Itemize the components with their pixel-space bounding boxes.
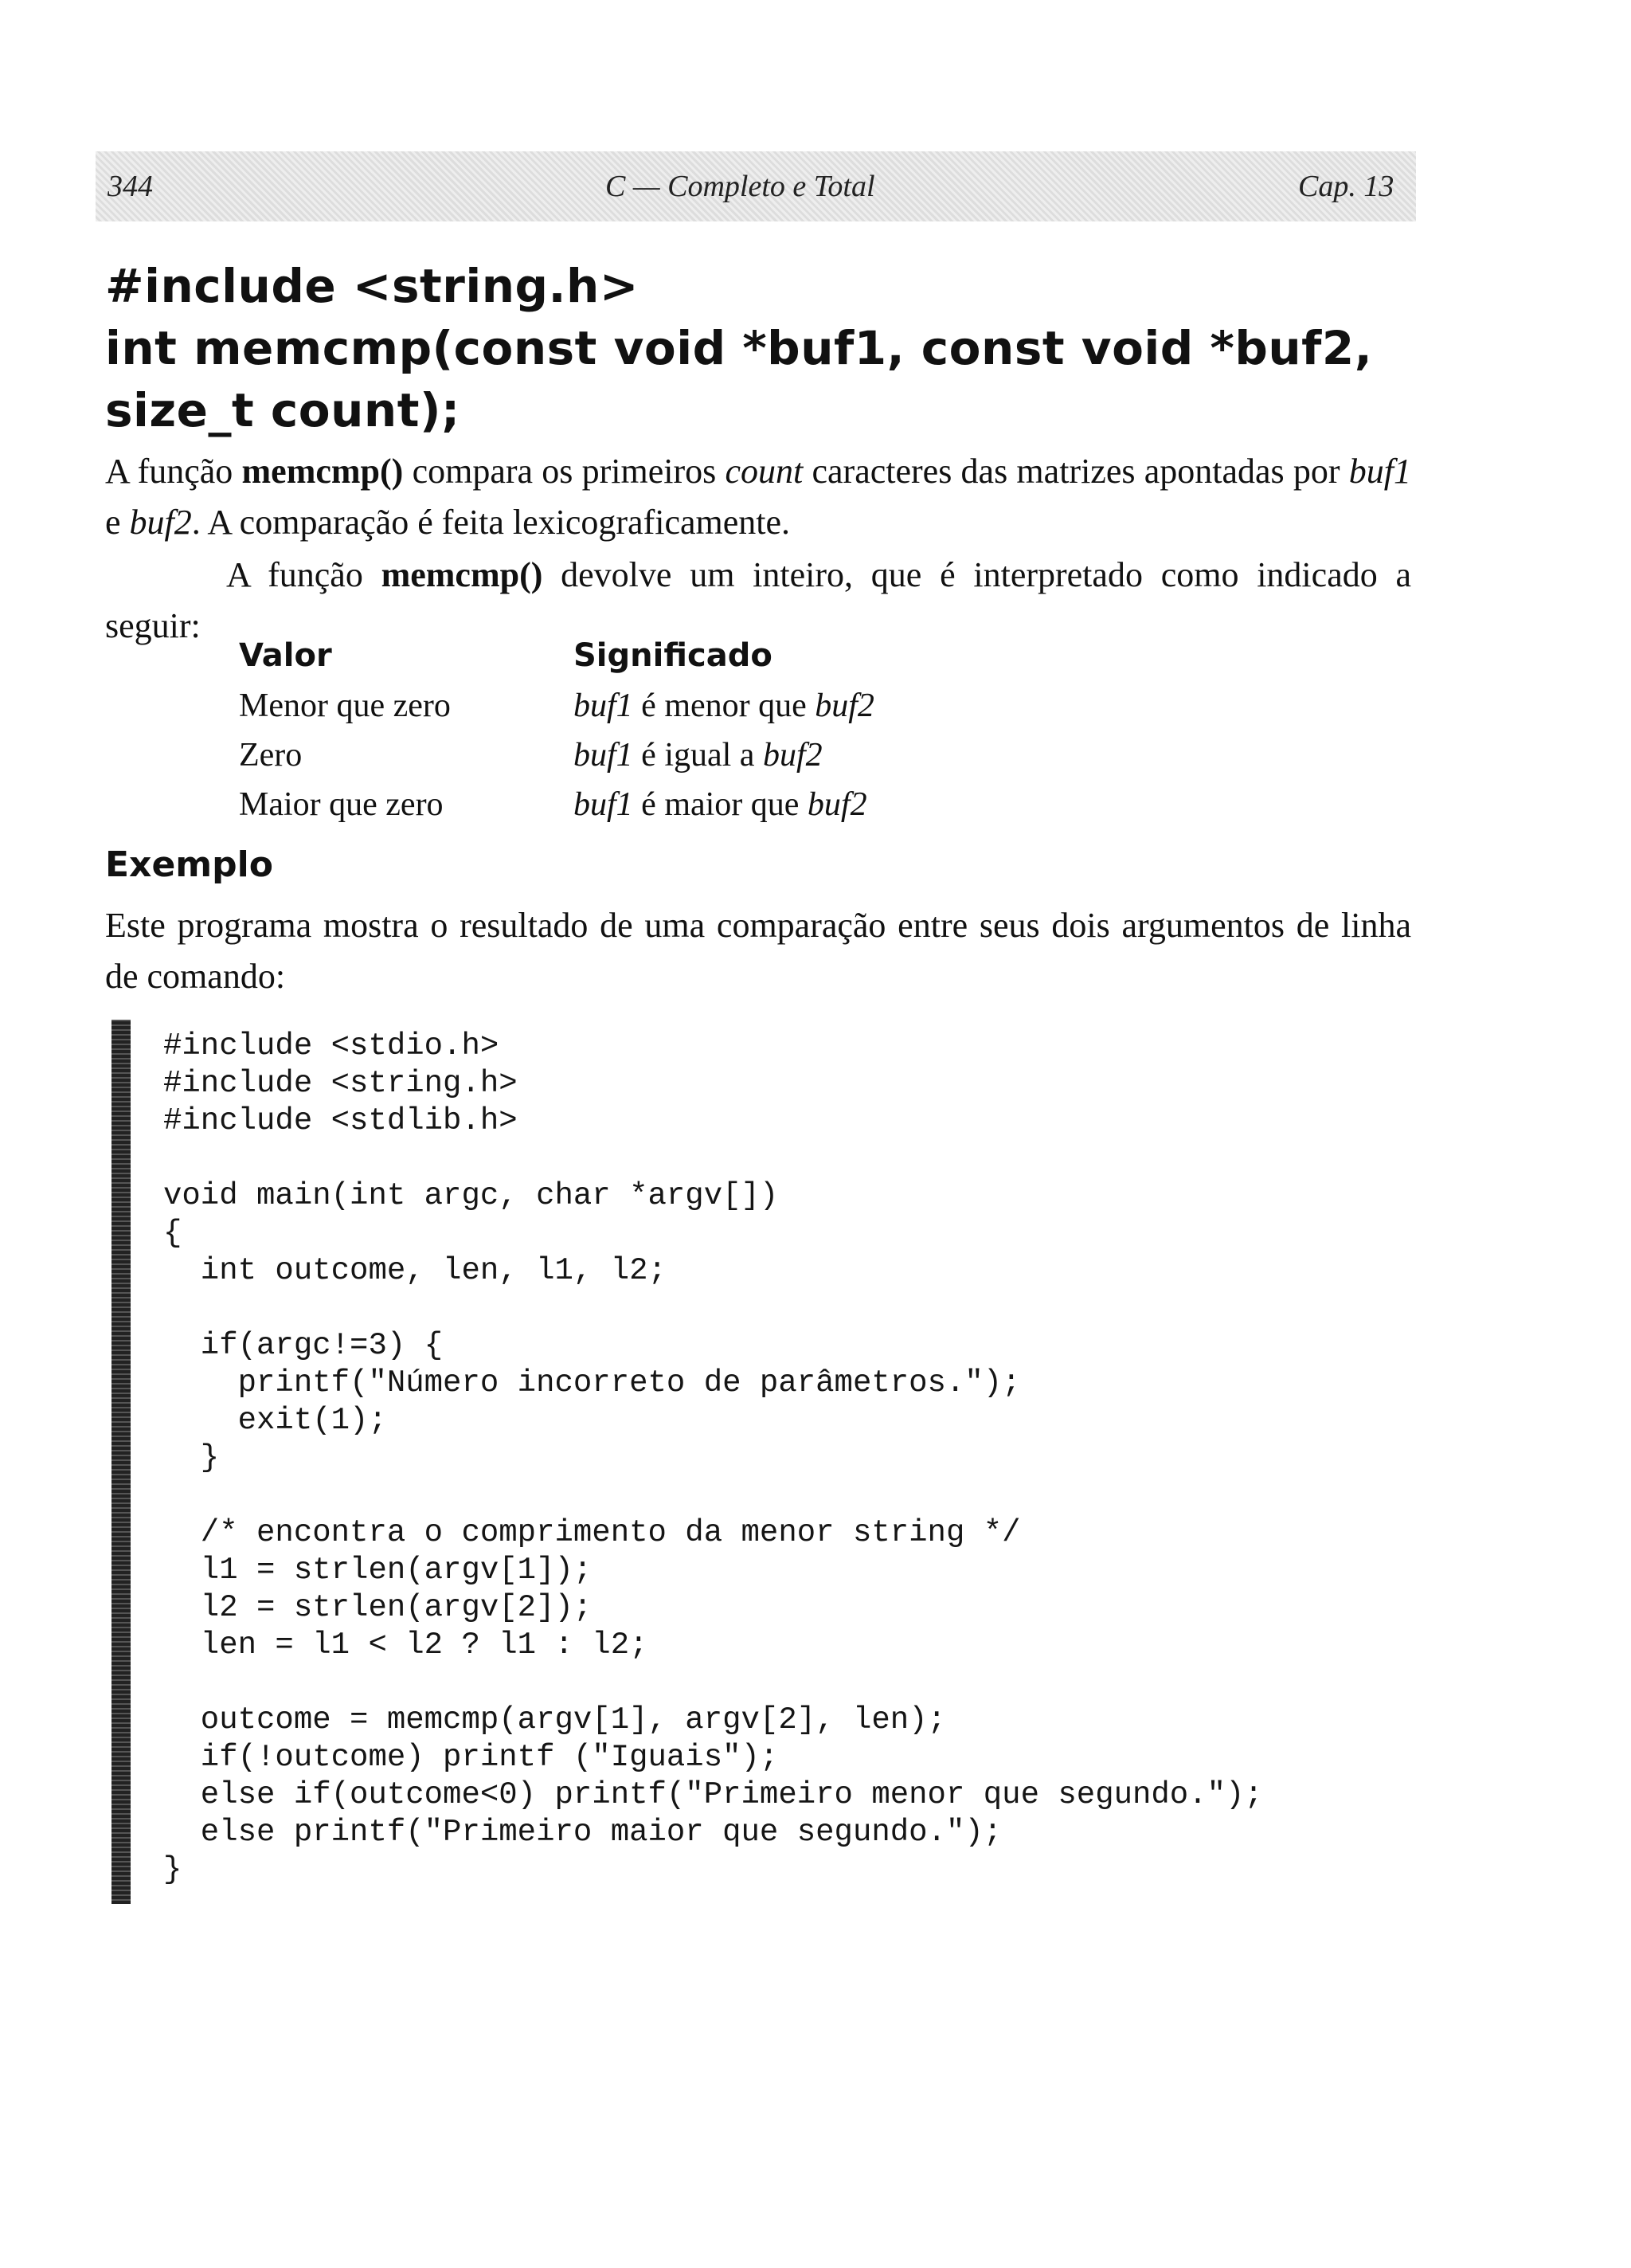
relation-text: é igual a	[641, 737, 755, 774]
return-value-paragraph	[105, 550, 1411, 652]
running-title: C — Completo e Total	[605, 170, 875, 203]
text-run: A função	[226, 555, 381, 594]
table-cell-meaning	[573, 736, 823, 774]
text-run: e	[105, 503, 130, 542]
table-cell-value: Maior que zero	[239, 786, 444, 823]
param-name: buf1	[573, 687, 633, 724]
function-name: memcmp()	[381, 555, 543, 594]
text-run: caracteres das matrizes apontadas por	[803, 452, 1349, 491]
code-margin-bar	[111, 1020, 131, 1904]
code-listing: #include <stdio.h> #include <string.h> #include <stdlib.h> void main(int argc, char *argv[]) { int outcome, len, l1, l2; if(argc!=3) { printf("Número incorreto de parâmetros."); exit(1); } /* encontra o comprimento da menor string */ l1 = strlen(argv[1]); l2 = strlen(argv[2]); len = l1 < l2 ? l1 : l2; outcome = memcmp(argv[1], argv[2], len); if(!outcome) printf ("Iguais"); else if(outcome<0) printf("Primeiro menor que segundo."); else printf("Primeiro maior que segundo."); }	[163, 1028, 1263, 1887]
table-cell-meaning	[573, 687, 874, 725]
relation-text: é maior que	[641, 786, 800, 823]
param-name: buf1	[1348, 452, 1411, 491]
column-header-meaning: Significado	[573, 637, 772, 674]
text-run: . A comparação é feita lexicograficamente.	[191, 503, 791, 542]
column-header-value: Valor	[239, 637, 332, 674]
function-name: memcmp()	[241, 452, 404, 491]
text-run: A função	[105, 452, 242, 491]
param-name: count	[725, 452, 804, 491]
param-name: buf2	[815, 687, 874, 724]
param-name: buf2	[129, 503, 192, 542]
text-run: compara os primeiros	[403, 452, 726, 491]
text-run: devolve um inteiro, que é interpretado como indicado a seguir:	[105, 555, 1412, 645]
page-number: 344	[108, 170, 153, 203]
section-heading-example: Exemplo	[105, 844, 273, 885]
param-name: buf2	[762, 737, 823, 774]
table-cell-meaning	[573, 785, 867, 824]
function-signature: #include <string.h> int memcmp(const void *buf1, const void *buf2, size_t count);	[105, 259, 1373, 437]
relation-text: é menor que	[641, 687, 807, 724]
table-cell-value: Menor que zero	[239, 687, 451, 724]
chapter-label: Cap. 13	[1298, 170, 1394, 203]
param-name: buf1	[573, 737, 633, 774]
param-name: buf2	[807, 786, 867, 823]
example-intro: Este programa mostra o resultado de uma comparação entre seus dois argumentos de linha de comando:	[105, 906, 1411, 996]
param-name: buf1	[573, 786, 633, 823]
table-cell-value: Zero	[239, 737, 303, 774]
description-paragraph	[105, 446, 1411, 548]
